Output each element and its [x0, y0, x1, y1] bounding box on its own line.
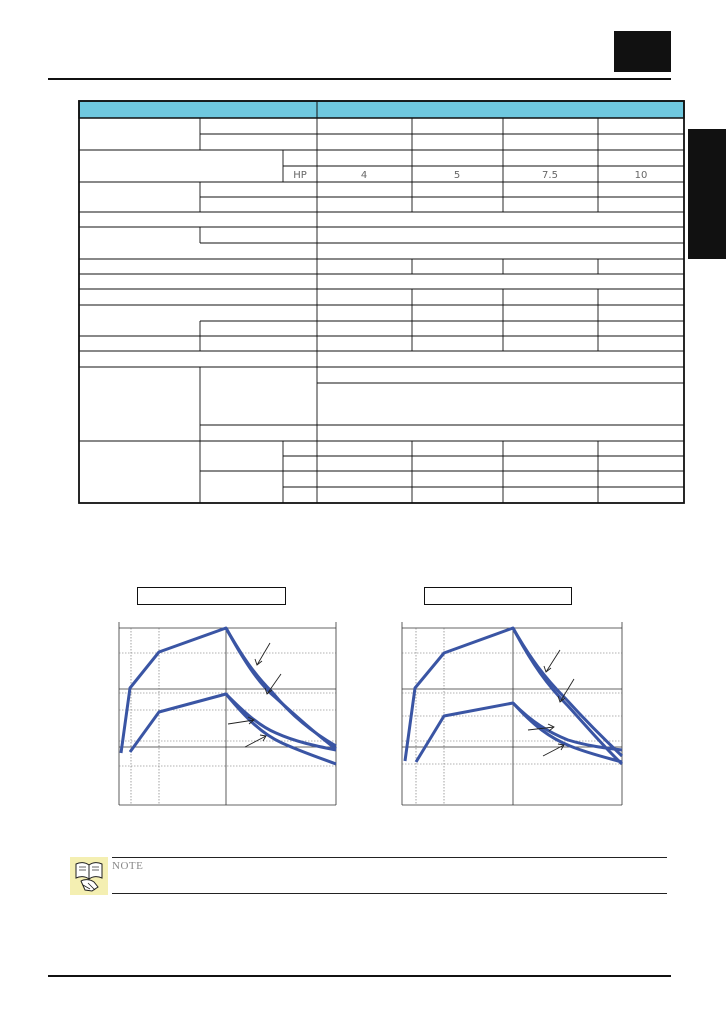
table-header-row: [79, 101, 684, 118]
header-rule: [48, 78, 671, 80]
hp-value: 7.5: [542, 170, 558, 181]
note-top-rule: [112, 857, 667, 858]
specifications-table: [78, 100, 685, 504]
hp-unit-label: HP: [293, 170, 307, 181]
note-label: NOTE: [112, 860, 144, 872]
right-torque-chart: [400, 616, 626, 808]
footer-rule: [48, 975, 671, 977]
hp-value: 10: [634, 170, 648, 181]
right-chart-title-box: [424, 587, 572, 605]
hp-value: 4: [360, 170, 368, 181]
note-book-icon: [70, 857, 108, 895]
hp-value: 5: [453, 170, 461, 181]
rated-torque-curve-b: [513, 703, 622, 762]
section-side-tab: [688, 129, 726, 259]
left-chart-title-box: [137, 587, 286, 605]
chapter-tab: [614, 31, 671, 72]
max-torque-curve-a: [121, 628, 336, 753]
left-torque-chart: [114, 616, 340, 808]
max-torque-curve-b: [226, 628, 336, 749]
note-section: [70, 857, 670, 897]
note-bottom-rule: [112, 893, 667, 894]
